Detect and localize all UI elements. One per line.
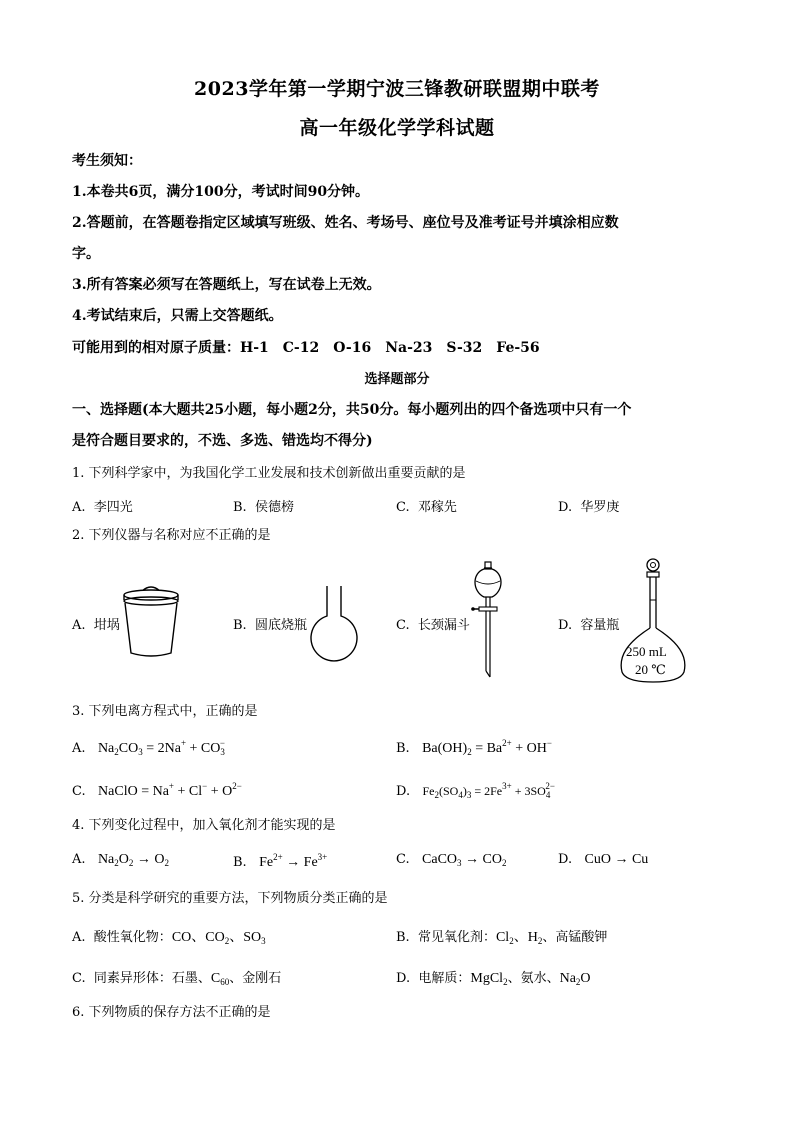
q4-option-a[interactable]: A. $Na_2O_2 \to O_2$ [72, 852, 170, 868]
section-instruction-2: 是符合题目要求的，不选、多选、错选均不得分) [72, 433, 373, 449]
q2-option-c[interactable]: C. 长颈漏斗 [396, 618, 470, 633]
notice-item-1: 1.本卷共6页，满分100分，考试时间90分钟。 [72, 184, 370, 200]
flask-volume-label: 250 mL [626, 644, 667, 659]
q2-option-b[interactable]: B. 圆底烧瓶 [233, 618, 307, 633]
q5-b-formula: $Cl_2$、$H_2$ [495, 930, 543, 946]
funnel-icon [470, 561, 506, 681]
q1-option-d[interactable]: D. 华罗庚 [558, 500, 620, 515]
section-title: 选择题部分 [364, 372, 430, 387]
exam-title: 2023学年第一学期宁波三锋教研联盟期中联考 [194, 78, 600, 100]
q4-c-formula: CaCO$_3$ → $CO_2$ [422, 852, 507, 868]
q4-a-formula: $Na_2O_2 \to O_2$ [97, 852, 170, 868]
flask-temp-label: 20 ℃ [635, 662, 666, 677]
q1-option-a[interactable]: A. 李四光 [72, 500, 133, 515]
q4-b-formula: $Fe^{2+} \to Fe^{3+}$ [259, 852, 328, 870]
q3-b-equation: $Ba(OH)_2 = Ba^{2+} + OH^-$ [422, 738, 552, 757]
q3-option-c[interactable]: C. NaClO = $Na^+ + Cl^- + O^{2-}$ [72, 781, 242, 799]
q3-option-d[interactable]: D. $Fe_2(SO_4)_3 = 2Fe^{3+} + 3SO_4^{2-}$ [396, 781, 555, 800]
q1-stem: 1. 下列科学家中，为我国化学工业发展和技术创新做出重要贡献的是 [72, 466, 466, 481]
q5-d-formula-2: $Na_2O$ [559, 971, 591, 987]
q3-c-equation: NaClO = $Na^+ + Cl^- + O^{2-}$ [98, 781, 242, 799]
q4-d-formula: CuO → Cu [584, 852, 649, 867]
q2-option-d[interactable]: D. 容量瓶 [558, 618, 620, 633]
notice-item-3: 3.所有答案必须写在答题纸上，写在试卷上无效。 [72, 277, 381, 293]
crucible-icon [120, 583, 182, 661]
notice-item-4: 4.考试结束后，只需上交答题纸。 [72, 308, 283, 324]
notice-item-2-cont: 字。 [72, 246, 100, 262]
q6-stem: 6. 下列物质的保存方法不正确的是 [72, 1005, 271, 1020]
q5-option-b[interactable]: B. 常见氧化剂：$Cl_2$、$H_2$、高锰酸钾 [396, 930, 608, 946]
q5-a-formula: CO、$CO_2$、$SO_3$ [171, 930, 266, 946]
q1-option-b[interactable]: B. 侯德榜 [233, 500, 294, 515]
notice-item-2: 2.答题前，在答题卷指定区域填写班级、姓名、考场号、座位号及准考证号并填涂相应数 [72, 215, 619, 231]
atomic-masses: 可能用到的相对原子质量：H-1 C-12 O-16 Na-23 S-32 Fe-56 [72, 340, 540, 356]
notice-heading: 考生须知： [72, 153, 142, 169]
q5-stem: 5. 分类是科学研究的重要方法，下列物质分类正确的是 [72, 891, 388, 906]
section-instruction-1: 一、选择题(本大题共25小题，每小题2分，共50分。每小题列出的四个备选项中只有一个 [72, 402, 632, 418]
q3-option-a[interactable]: A. $Na_2CO_3 = 2Na^+ + CO_3^-$ [72, 738, 225, 757]
q1-option-c[interactable]: C. 邓稼先 [396, 500, 457, 515]
q5-c-formula: $C_{60}$ [210, 971, 230, 987]
q3-d-equation: $Fe_2(SO_4)_3 = 2Fe^{3+} + 3SO_4^{2-}$ [422, 781, 555, 800]
q5-d-formula-1: MgCl$_2$ [470, 971, 508, 987]
q4-option-c[interactable]: C. CaCO$_3$ → $CO_2$ [396, 852, 507, 868]
q3-option-b[interactable]: B. $Ba(OH)_2 = Ba^{2+} + OH^-$ [396, 738, 552, 757]
q5-option-a[interactable]: A. 酸性氧化物：CO、$CO_2$、$SO_3$ [72, 930, 266, 946]
q4-stem: 4. 下列变化过程中，加入氧化剂才能实现的是 [72, 818, 336, 833]
q4-option-d[interactable]: D. CuO → Cu [558, 852, 649, 867]
round-bottom-flask-icon [309, 586, 359, 662]
q5-option-c[interactable]: C. 同素异形体：石墨、$C_{60}$、金刚石 [72, 971, 282, 987]
exam-subtitle: 高一年级化学学科试题 [299, 117, 495, 139]
q3-stem: 3. 下列电离方程式中，正确的是 [72, 704, 258, 719]
q2-stem: 2. 下列仪器与名称对应不正确的是 [72, 528, 271, 543]
q3-a-equation: $Na_2CO_3 = 2Na^+ + CO_3^-$ [97, 738, 225, 757]
q2-option-a[interactable]: A. 坩埚 [72, 618, 120, 633]
q4-option-b[interactable]: B. $Fe^{2+} \to Fe^{3+}$ [233, 852, 328, 870]
q5-option-d[interactable]: D. 电解质：MgCl$_2$、氨水、$Na_2O$ [396, 971, 591, 987]
